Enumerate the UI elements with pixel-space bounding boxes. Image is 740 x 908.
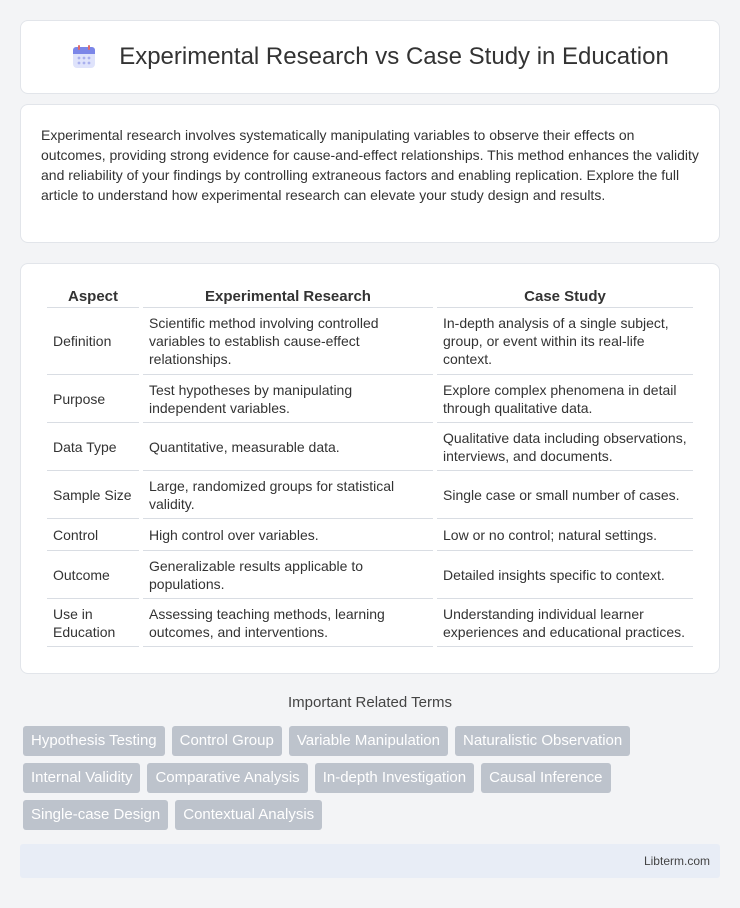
row-aspect: Use in Education: [47, 599, 139, 647]
tag-internal-validity[interactable]: Internal Validity: [23, 763, 140, 793]
tag-comparative-analysis[interactable]: Comparative Analysis: [147, 763, 307, 793]
table-row: [47, 599, 693, 647]
tag-variable-manipulation[interactable]: Variable Manipulation: [289, 726, 448, 756]
page-title: Experimental Research vs Case Study in Education: [119, 43, 669, 70]
tag-hypothesis-testing[interactable]: Hypothesis Testing: [23, 726, 165, 756]
intro-card: [20, 104, 720, 243]
row-case-study: Low or no control; natural settings.: [437, 519, 693, 551]
tag-in-depth-investigation[interactable]: In-depth Investigation: [315, 763, 474, 793]
row-experimental: Large, randomized groups for statistical validity.: [143, 471, 433, 519]
row-aspect: Sample Size: [47, 471, 139, 519]
row-case-study: In-depth analysis of a single subject, group, or event within its real-life context.: [437, 308, 693, 375]
row-experimental: Scientific method involving controlled variables to establish cause-effect relationships.: [143, 308, 433, 375]
calendar-icon: [71, 44, 97, 70]
related-terms-title: Important Related Terms: [288, 694, 452, 711]
table-row: [47, 551, 693, 599]
intro-text: Experimental research involves systematically manipulating variables to observe their effects on outcomes, providing strong evidence for cause-and-effect relationships. This method enhances the validity and reliability of your findings by controlling extraneous factors and enabling replication. Explore the full article to understand how experimental research can elevate your study design and results.: [41, 127, 699, 203]
comparison-table: [43, 284, 697, 647]
row-aspect: Data Type: [47, 423, 139, 471]
table-header-row: [47, 284, 693, 308]
row-experimental: Generalizable results applicable to populations.: [143, 551, 433, 599]
tag-control-group[interactable]: Control Group: [172, 726, 282, 756]
header-case-study: Case Study: [437, 284, 693, 308]
table-row: [47, 519, 693, 551]
tag-single-case-design[interactable]: Single-case Design: [23, 800, 168, 830]
footer: [20, 844, 720, 878]
row-experimental: Test hypotheses by manipulating independent variables.: [143, 375, 433, 423]
row-experimental: Quantitative, measurable data.: [143, 423, 433, 471]
row-experimental: High control over variables.: [143, 519, 433, 551]
table-row: [47, 375, 693, 423]
row-aspect: Definition: [47, 308, 139, 375]
table-row: [47, 471, 693, 519]
tag-causal-inference[interactable]: Causal Inference: [481, 763, 610, 793]
row-case-study: Single case or small number of cases.: [437, 471, 693, 519]
tag-contextual-analysis[interactable]: Contextual Analysis: [175, 800, 322, 830]
header-card: [20, 20, 720, 94]
row-case-study: Explore complex phenomena in detail through qualitative data.: [437, 375, 693, 423]
row-case-study: Detailed insights specific to context.: [437, 551, 693, 599]
header-experimental: Experimental Research: [143, 284, 433, 308]
related-terms-list: [23, 726, 703, 830]
table-row: [47, 308, 693, 375]
row-experimental: Assessing teaching methods, learning outcomes, and interventions.: [143, 599, 433, 647]
row-aspect: Purpose: [47, 375, 139, 423]
row-case-study: Understanding individual learner experiences and educational practices.: [437, 599, 693, 647]
row-case-study: Qualitative data including observations, interviews, and documents.: [437, 423, 693, 471]
header-aspect: Aspect: [47, 284, 139, 308]
footer-brand-link[interactable]: Libterm.com: [643, 854, 710, 868]
comparison-table-card: [20, 263, 720, 674]
row-aspect: Control: [47, 519, 139, 551]
table-row: [47, 423, 693, 471]
tag-naturalistic-observation[interactable]: Naturalistic Observation: [455, 726, 630, 756]
row-aspect: Outcome: [47, 551, 139, 599]
